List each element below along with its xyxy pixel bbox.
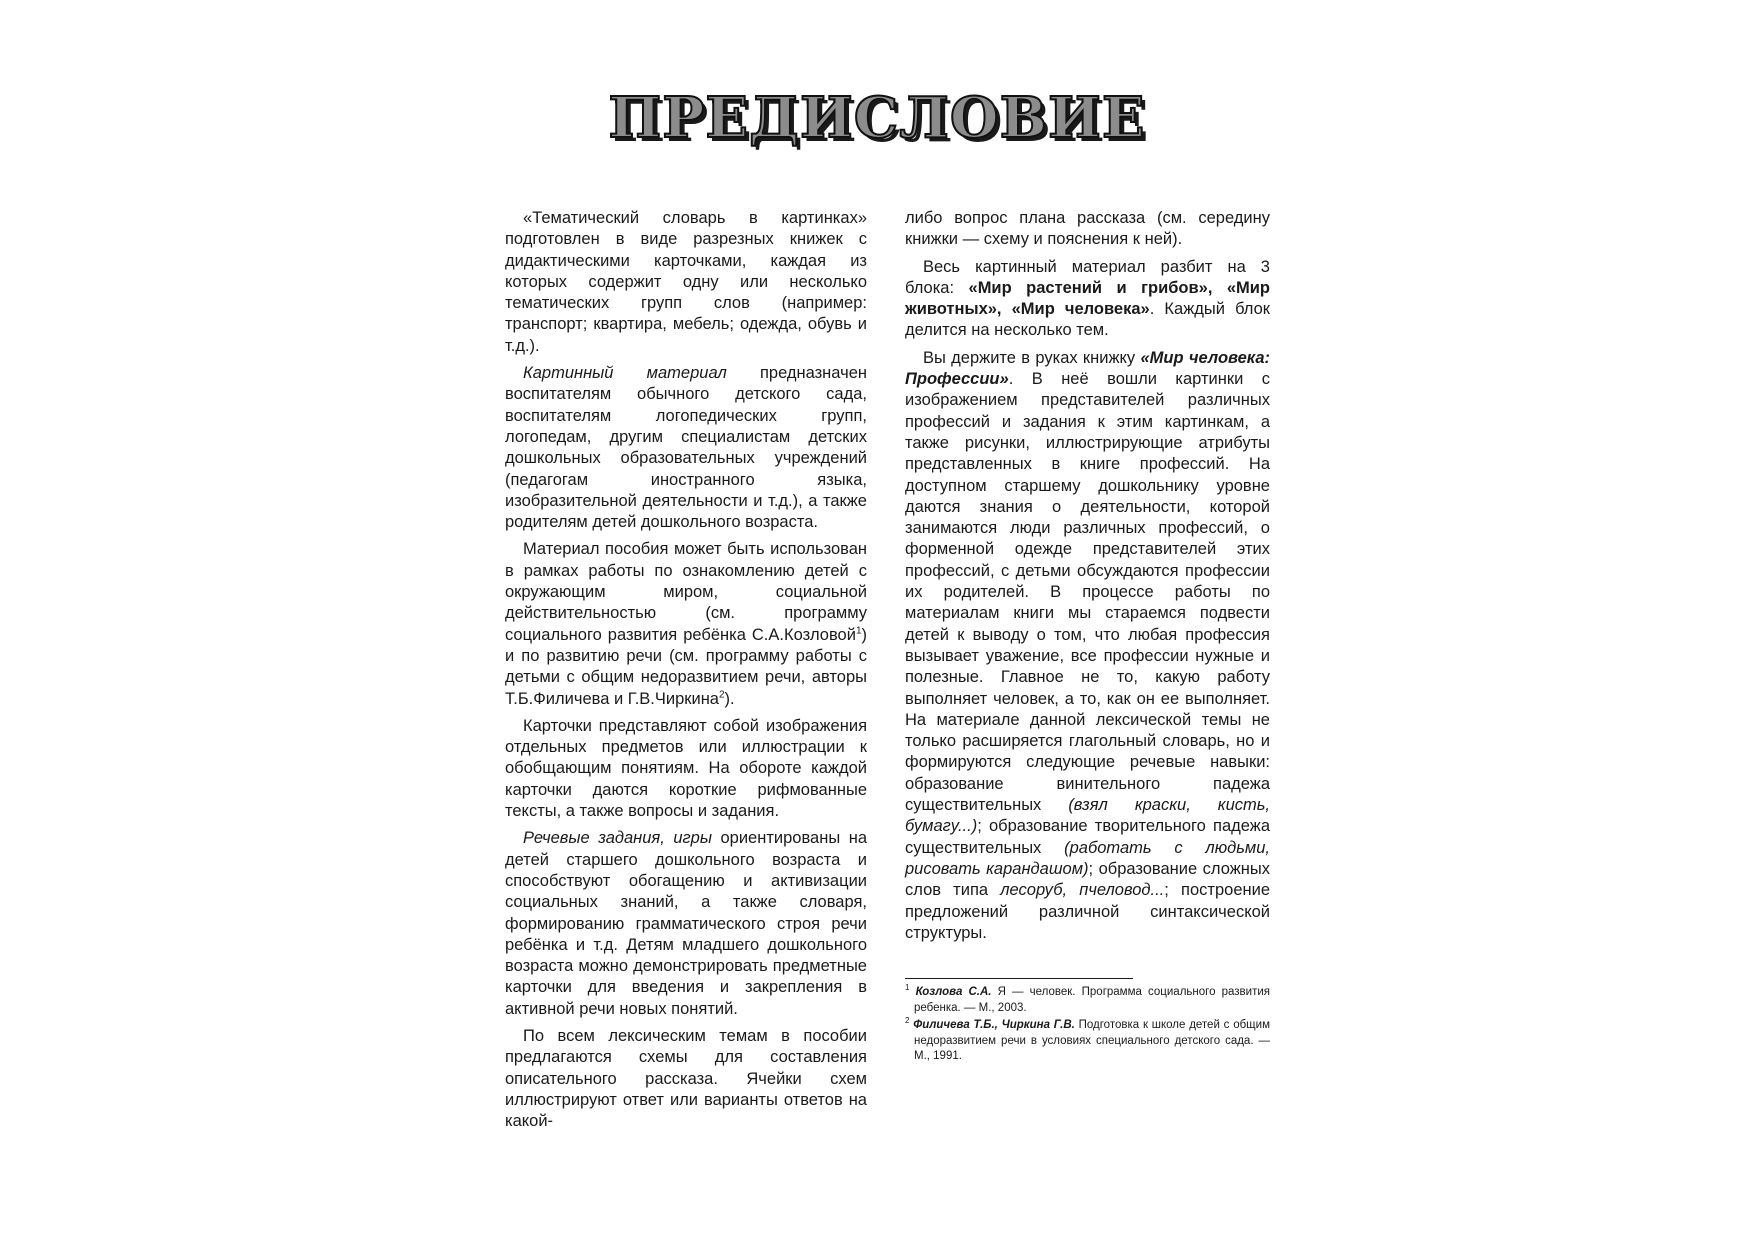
paragraph: Карточки представляют собой изображения отдельных предметов или иллюстрации к обобщающим понятиям. На обороте каждой карточки даются короткие рифмованные тексты, а также вопросы и задания. <box>505 716 867 821</box>
book-title: «Мир человека: Профессии» <box>905 348 1270 389</box>
left-column <box>505 208 867 1138</box>
italic-phrase: лесоруб, пчеловод... <box>1000 881 1165 900</box>
italic-phrase: (работать с людьми, рисовать карандашом) <box>905 838 1270 878</box>
footnote-divider <box>905 978 1133 979</box>
italic-phrase: Речевые задания, игры <box>523 829 712 848</box>
paragraph: Вы держите в руках книжку «Мир человека: Профессии». В неё вошли картинки с изображением представителей различных профессий и задания к этим картинкам, а также рисунки, иллюстрирующие атрибуты представленных в книге профессий. На доступном старшему дошкольнику уровне даются знания о деятельности, которой занимаются люди различных профессий, о форменной одежде представителей этих профессий, с детьми обсуждаются профессии их родителей. В процессе работы по материалам книги мы стараемся подвести детей к выводу о том, что любая профессия вызывает уважение, все профессии нужные и полезные. Главное не то, какую работу выполняет человек, а то, как он ее выполняет. На материале данной лексической темы не только расширяется глагольный словарь, но и формируются следующие речевые навыки: образование винительного падежа существительных (взял краски, кисть, бумагу...); образование творительного падежа существительных (работать с людьми, рисовать карандашом); образование сложных слов типа лесоруб, пчеловод...; построение предложений различной синтаксической структуры. <box>905 348 1271 942</box>
footnotes <box>905 985 1270 1067</box>
footnote: $^2$ Филичева Т.Б., Чиркина Г.В. Подготовка к школе детей с общим недоразвитием речи в условиях специального детского сада. — М., 1991. <box>905 1016 1270 1062</box>
italic-phrase: (взял краски, кисть, бумагу...) <box>905 796 1271 836</box>
paragraph: Речевые задания, игры ориентированы на детей старшего дошкольного возраста и способствуют обогащению и активизации социальных знаний, а также словаря, формированию грамматического строя речи ребёнка и т.д. Детям младшего дошкольного возраста можно демонстрировать предметные карточки для введения и закрепления в активной речи новых понятий. <box>505 829 867 1018</box>
footnote-ref: 2 <box>718 689 725 701</box>
footnote-ref: 1 <box>855 625 862 637</box>
footnote: $^1$ Козлова С.А. Я — человек. Программа социального развития ребенка. — М., 2003. <box>905 983 1270 1014</box>
paragraph: «Тематический словарь в картинках» подготовлен в виде разрезных книжек с дидактическими карточками, каждая из которых содержит одну или несколько тематических групп слов (например: транспорт; квартира, мебель; одежда, обувь и т.д.). <box>505 209 867 355</box>
paragraph: По всем лексическим темам в пособии предлагаются схемы для составления описательного рассказа. Ячейки схем иллюстрируют ответ или варианты ответов на какой- <box>505 1026 867 1131</box>
italic-phrase: Картинный материал <box>523 364 727 383</box>
paragraph: Картинный материал предназначен воспитателям обычного детского сада, воспитателям логопедических групп, логопедам, другим специалистам детских дошкольных образовательных учреждений (педагогам иностранного языка, изобразительной деятельности и т.д.), а также родителям детей дошкольного возраста. <box>505 364 867 532</box>
right-column <box>905 208 1270 950</box>
paragraph: Материал пособия может быть использован в рамках работы по ознакомлению детей с окружающим миром, социальной действительностью (см. программу социального развития ребёнка С.А.Козловой$^1$) и по развитию речи (см. программу работы с детьми с общим недоразвитием речи, авторы Т.Б.Филичева и Г.В.Чиркина$^2$). <box>505 540 867 708</box>
paragraph: Весь картинный материал разбит на 3 блока: «Мир растений и грибов», «Мир животных», «Мир человека». Каждый блок делится на несколько тем. <box>905 257 1271 340</box>
bold-phrase: «Мир растений и грибов», «Мир животных», «Мир человека» <box>905 278 1271 319</box>
page-title: ПРЕДИСЛОВИЕ <box>608 85 1146 151</box>
paragraph: либо вопрос плана рассказа (см. середину книжки — схему и пояснения к ней). <box>905 209 1270 249</box>
